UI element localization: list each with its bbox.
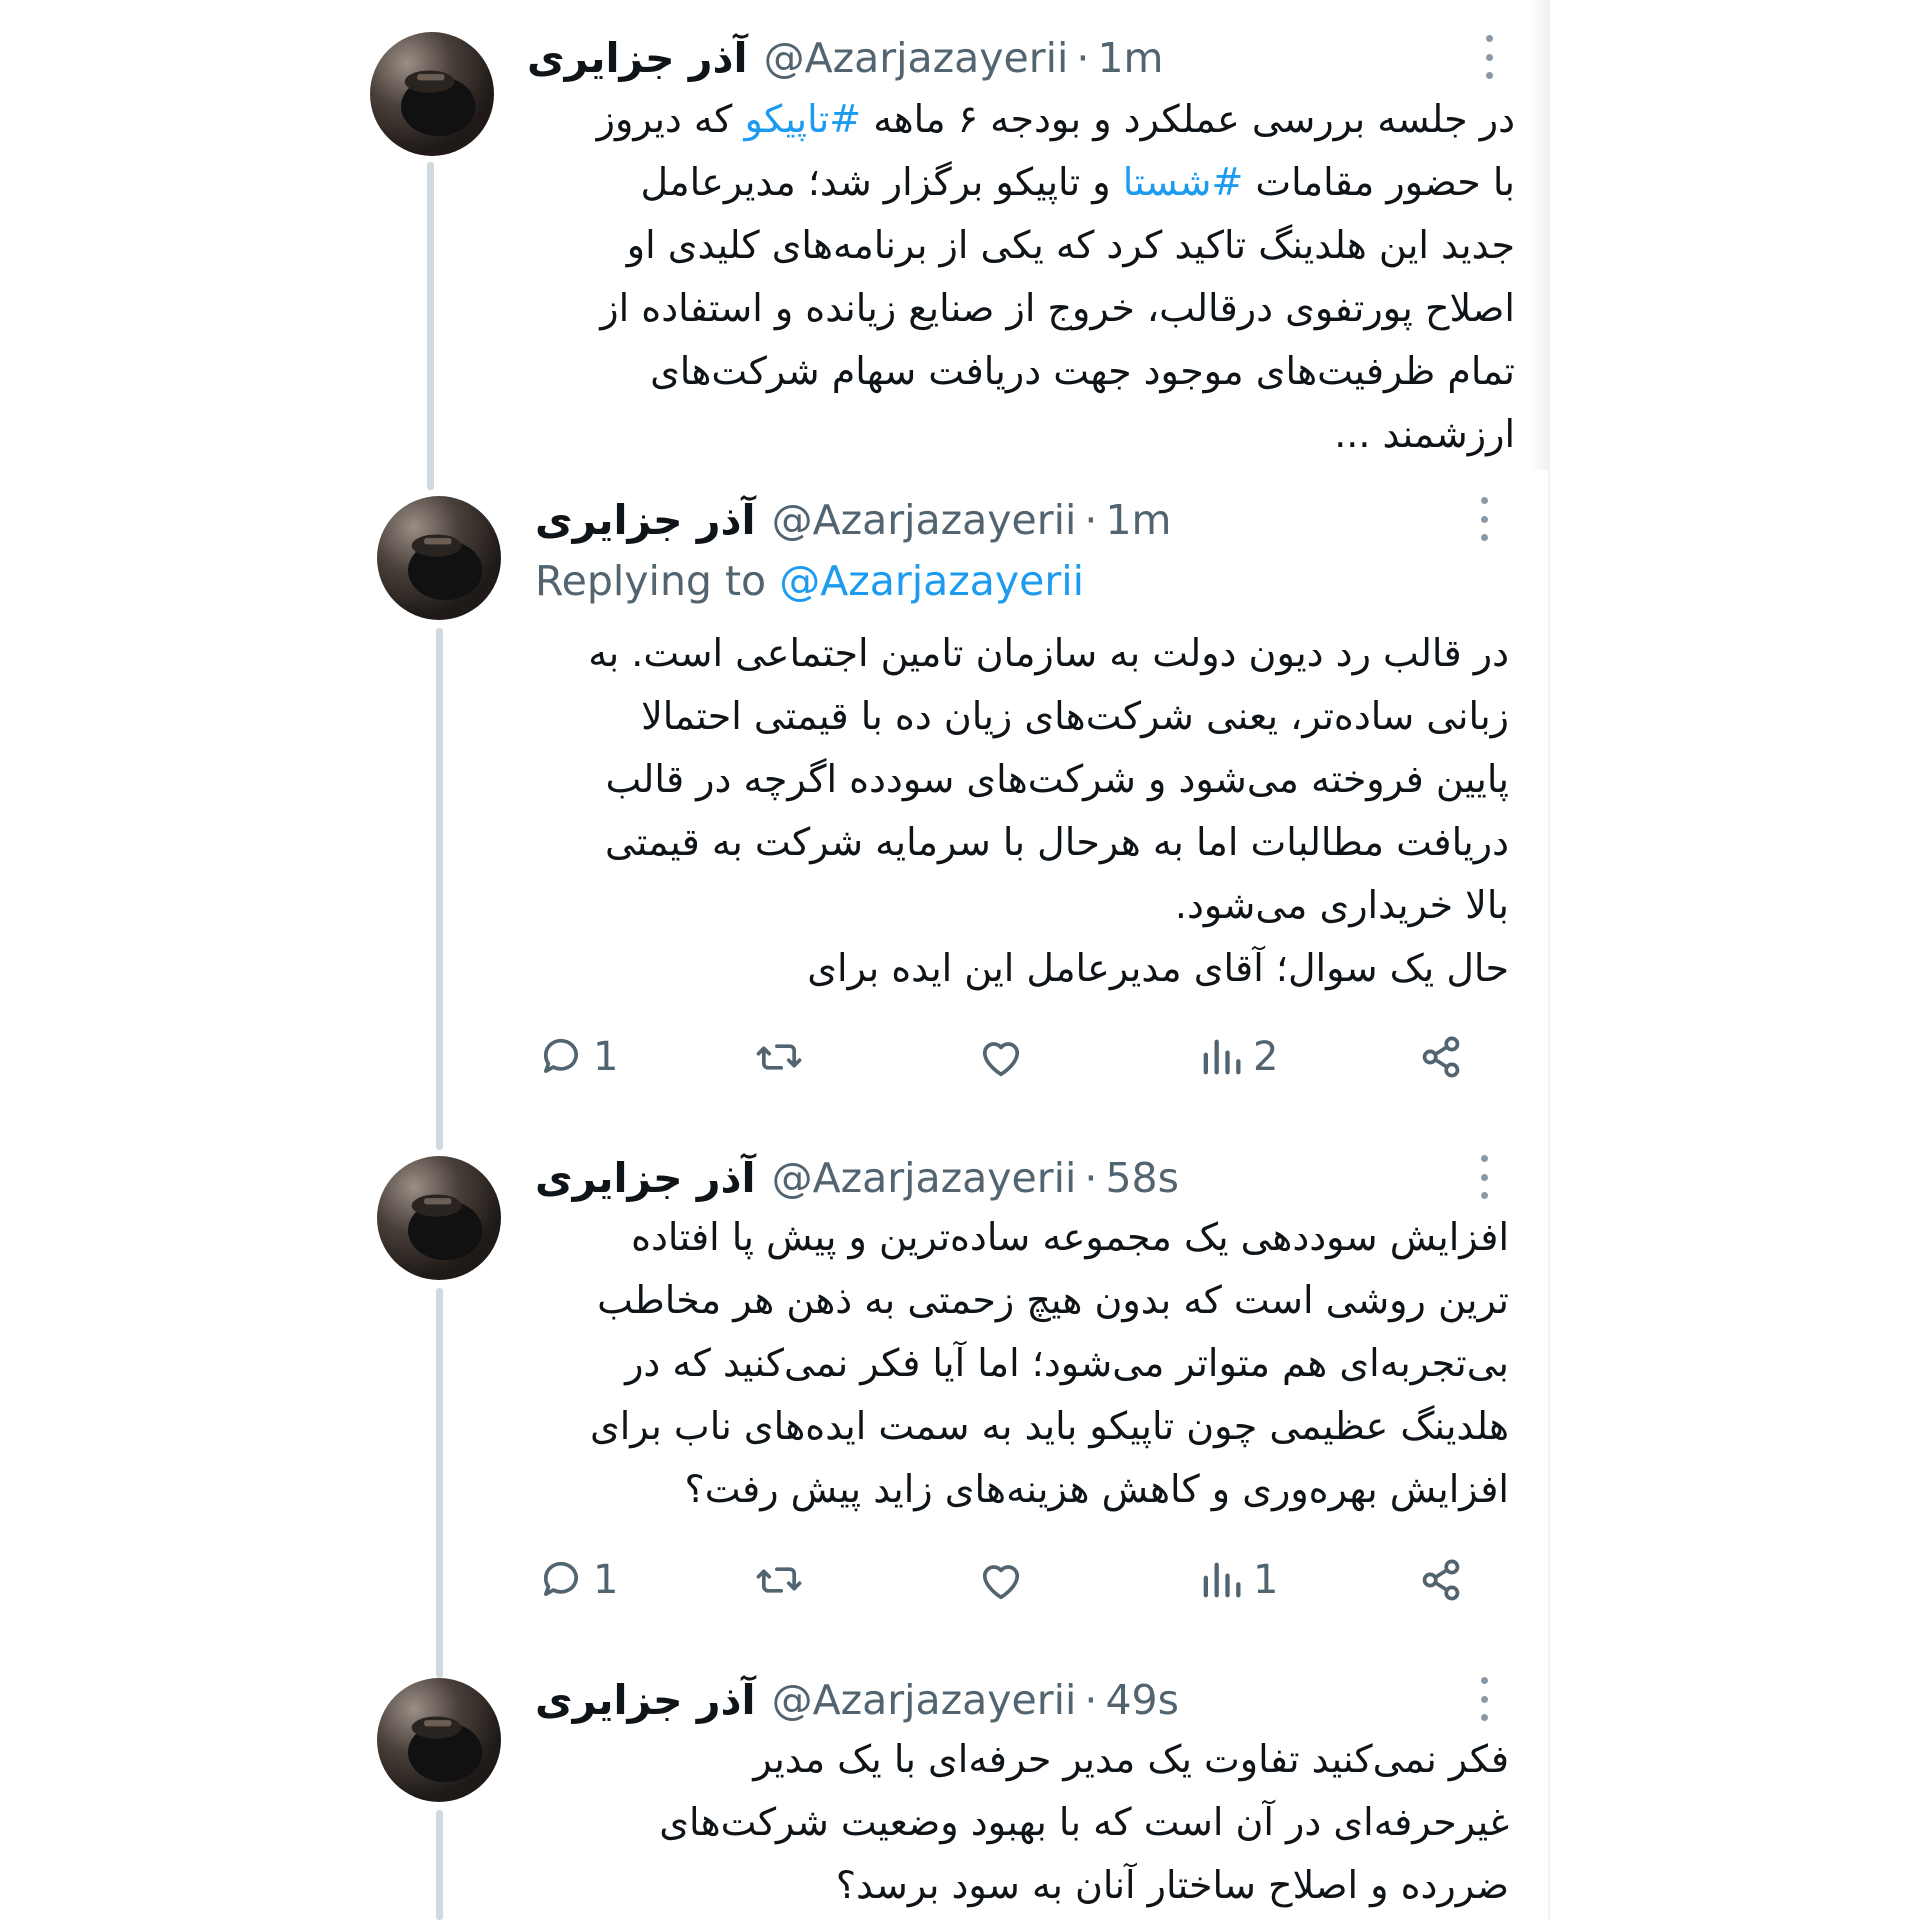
retweet-button[interactable]	[753, 1550, 811, 1610]
avatar-image	[377, 1156, 501, 1280]
retweet-icon	[753, 1554, 805, 1606]
user-handle[interactable]: @Azarjazayerii	[763, 34, 1069, 82]
heart-icon	[975, 1031, 1027, 1083]
tweet-text-line: تمام ظرفیت‌های موجود جهت دریافت سهام شرکت‌های	[650, 349, 1515, 393]
avatar[interactable]	[377, 1678, 501, 1802]
retweet-button[interactable]	[753, 1027, 811, 1087]
timestamp[interactable]: 1m	[1097, 34, 1164, 82]
user-handle[interactable]: @Azarjazayerii	[771, 1676, 1077, 1724]
tweet-text-line: جدید این هلدینگ تاکید کرد که یکی از برنامه‌های کلیدی او	[626, 223, 1515, 267]
tweet-text-line: افزایش سوددهی یک مجموعه ساده‌ترین و پیش پا افتاده	[631, 1215, 1509, 1259]
avatar-image	[377, 496, 501, 620]
display-name[interactable]: آذر جزایری	[535, 496, 756, 544]
tweet-text-line: ضررده و اصلاح ساختار آنان به سود برسد؟	[835, 1863, 1509, 1907]
share-button[interactable]	[1415, 1550, 1473, 1610]
reply-button[interactable]	[535, 1550, 618, 1610]
tweet-text-line: بالا خریداری می‌شود.	[1174, 883, 1509, 927]
tweet-text-line: پایین فروخته می‌شود و شرکت‌های سودده اگرچه در قالب	[605, 757, 1509, 801]
tweet-text-line: حال یک سوال؛ آقای مدیرعامل این ایده برای	[807, 946, 1509, 990]
tweet-text	[590, 1206, 1509, 1521]
tweet-text-line: زبانی ساده‌تر، یعنی شرکت‌های زیان ده با قیمتی احتمالا	[641, 694, 1509, 738]
avatar[interactable]	[370, 32, 494, 156]
reply-bubble-icon	[535, 1554, 587, 1606]
more-vertical-icon[interactable]	[1479, 1677, 1489, 1721]
more-vertical-icon[interactable]	[1479, 497, 1489, 541]
user-handle[interactable]: @Azarjazayerii	[771, 496, 1077, 544]
replying-to-handle-link[interactable]: @Azarjazayerii	[779, 557, 1085, 605]
retweet-icon	[753, 1031, 805, 1083]
tweet-text	[597, 88, 1515, 466]
tweet-text-line: ارزشمند ...	[1334, 412, 1515, 456]
view-count: 1	[1253, 1557, 1279, 1603]
column-edge-shadow	[1530, 0, 1550, 470]
views-bar-chart-icon	[1195, 1554, 1247, 1606]
thread-connector	[436, 1810, 443, 1920]
reply-count: 1	[593, 1034, 619, 1080]
replying-to	[535, 553, 1084, 609]
timestamp[interactable]: 58s	[1105, 1154, 1179, 1202]
tweet-text-line: بی‌تجربه‌ای هم متواتر می‌شود؛ اما آیا فکر نمی‌کنید که در	[625, 1341, 1509, 1385]
share-icon	[1415, 1554, 1467, 1606]
tweet-text-line: غیرحرفه‌ای در آن است که با بهبود وضعیت شرکت‌های	[659, 1800, 1509, 1844]
thread-connector	[436, 628, 443, 1150]
tweet-actions	[535, 1027, 1475, 1087]
user-handle[interactable]: @Azarjazayerii	[771, 1154, 1077, 1202]
tweet-header	[535, 492, 1171, 548]
tweet-text-line: در جلسه بررسی عملکرد و بودجه ۶ ماهه #تاپیکو که دیروز	[596, 97, 1515, 141]
display-name[interactable]: آذر جزایری	[535, 1676, 756, 1724]
separator-dot: ·	[1084, 1154, 1098, 1202]
avatar-image	[370, 32, 494, 156]
like-button[interactable]	[975, 1550, 1033, 1610]
display-name[interactable]: آذر جزایری	[527, 34, 748, 82]
avatar[interactable]	[377, 1156, 501, 1280]
avatar[interactable]	[377, 496, 501, 620]
tweet-text-line: دریافت مطالبات اما به هرحال با سرمایه شرکت به قیمتی	[605, 820, 1509, 864]
thread-connector	[436, 1288, 443, 1678]
display-name[interactable]: آذر جزایری	[535, 1154, 756, 1202]
like-button[interactable]	[975, 1027, 1033, 1087]
tweet-text-line: در قالب رد دیون دولت به سازمان تامین اجتماعی است. به	[588, 631, 1509, 675]
reply-count: 1	[593, 1557, 619, 1603]
column-right-border	[1548, 440, 1550, 1920]
tweet-text-line: اصلاح پورتفوی درقالب، خروج از صنایع زیانده و استفاده از	[600, 286, 1515, 330]
reply-button[interactable]	[535, 1027, 618, 1087]
timestamp[interactable]: 1m	[1105, 496, 1172, 544]
separator-dot: ·	[1084, 1676, 1098, 1724]
separator-dot: ·	[1076, 34, 1090, 82]
views-button[interactable]	[1195, 1550, 1278, 1610]
tweet-header	[535, 1150, 1179, 1206]
heart-icon	[975, 1554, 1027, 1606]
views-button[interactable]	[1195, 1027, 1278, 1087]
hashtag-link[interactable]: #شستا	[1122, 160, 1244, 204]
view-count: 2	[1253, 1034, 1279, 1080]
tweet-text-line: فکر نمی‌کنید تفاوت یک مدیر حرفه‌ای با یک مدیر	[753, 1737, 1509, 1781]
more-vertical-icon[interactable]	[1484, 35, 1494, 79]
tweet-actions	[535, 1550, 1475, 1610]
tweet-header	[535, 1672, 1179, 1728]
replying-to-prefix: Replying to	[535, 557, 767, 605]
share-icon	[1415, 1031, 1467, 1083]
share-button[interactable]	[1415, 1027, 1473, 1087]
tweet-text	[588, 622, 1509, 1000]
hashtag-link[interactable]: #تاپیکو	[744, 97, 862, 141]
thread-connector	[427, 162, 434, 490]
tweet-text-line: هلدینگ عظیمی چون تاپیکو باید به سمت ایده‌های ناب برای	[590, 1404, 1509, 1448]
separator-dot: ·	[1084, 496, 1098, 544]
tweet-header	[527, 30, 1163, 86]
tweet-text-line: ترین روشی است که بدون هیچ زحمتی به ذهن هر مخاطب	[597, 1278, 1509, 1322]
views-bar-chart-icon	[1195, 1031, 1247, 1083]
more-vertical-icon[interactable]	[1479, 1155, 1489, 1199]
tweet-text	[659, 1728, 1509, 1917]
timestamp[interactable]: 49s	[1105, 1676, 1179, 1724]
tweet-text-line: با حضور مقامات #شستا و تاپیکو برگزار شد؛ مدیرعامل	[640, 160, 1515, 204]
avatar-image	[377, 1678, 501, 1802]
tweet-text-line: افزایش بهره‌وری و کاهش هزینه‌های زاید پیش رفت؟	[684, 1467, 1509, 1511]
reply-bubble-icon	[535, 1031, 587, 1083]
